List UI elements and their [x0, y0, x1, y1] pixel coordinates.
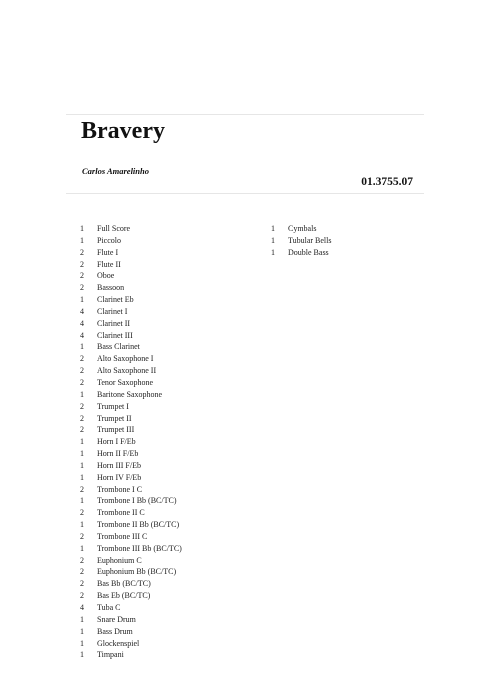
part-quantity: 1	[80, 638, 84, 648]
part-name: Trombone III Bb (BC/TC)	[97, 543, 182, 553]
part-quantity: 1	[271, 235, 275, 245]
part-quantity: 2	[80, 271, 84, 281]
part-row	[80, 614, 182, 626]
part-quantity: 2	[80, 531, 84, 541]
part-name: Bas Eb (BC/TC)	[97, 591, 151, 601]
part-quantity: 2	[80, 259, 84, 269]
part-quantity: 2	[80, 579, 84, 589]
part-name: Bas Bb (BC/TC)	[97, 579, 151, 589]
part-row	[80, 424, 182, 436]
part-name: Oboe	[97, 271, 115, 281]
part-row	[80, 638, 182, 650]
part-quantity: 2	[80, 366, 84, 376]
part-quantity: 2	[80, 508, 84, 518]
part-row	[80, 270, 182, 282]
part-row	[80, 649, 182, 661]
composer-name: Carlos Amarelinho	[82, 166, 149, 176]
part-row	[80, 247, 182, 259]
part-row	[80, 626, 182, 638]
parts-list-column-1	[80, 223, 182, 661]
part-name: Tuba C	[97, 603, 121, 612]
part-quantity: 1	[80, 437, 84, 447]
part-quantity: 2	[80, 377, 84, 387]
part-row	[80, 235, 182, 247]
part-row	[80, 436, 182, 448]
part-name: Horn III F/Eb	[97, 460, 141, 470]
part-name: Horn IV F/Eb	[97, 472, 142, 482]
part-name: Euphonium C	[97, 555, 142, 565]
part-name: Timpani	[97, 650, 124, 660]
part-name: Bassoon	[97, 283, 125, 293]
part-name: Bass Clarinet	[97, 342, 140, 352]
header-top-rule	[66, 114, 424, 115]
part-row	[80, 590, 182, 602]
part-row	[80, 602, 182, 614]
part-name: Clarinet Eb	[97, 295, 134, 305]
part-row	[80, 413, 182, 425]
part-name: Flute II	[97, 259, 121, 269]
part-row	[80, 389, 182, 401]
part-name: Clarinet III	[97, 330, 133, 340]
part-name: Clarinet I	[97, 306, 128, 316]
part-quantity: 1	[80, 496, 84, 506]
part-quantity: 1	[80, 224, 84, 233]
piece-title: Bravery	[81, 118, 165, 144]
part-quantity: 4	[80, 318, 84, 328]
part-row	[80, 401, 182, 413]
part-row	[271, 223, 332, 235]
part-quantity: 2	[80, 413, 84, 423]
part-row	[80, 495, 182, 507]
part-quantity: 2	[80, 354, 84, 364]
part-name: Glockenspiel	[97, 638, 140, 648]
part-row	[80, 448, 182, 460]
part-quantity: 1	[80, 614, 84, 624]
part-name: Trumpet I	[97, 401, 129, 411]
part-row	[80, 460, 182, 472]
part-quantity: 1	[80, 449, 84, 459]
part-quantity: 1	[80, 295, 84, 305]
part-quantity: 1	[80, 235, 84, 245]
part-quantity: 4	[80, 603, 84, 612]
part-name: Alto Saxophone II	[97, 366, 157, 376]
part-name: Trombone II Bb (BC/TC)	[97, 520, 180, 530]
part-name: Trombone I Bb (BC/TC)	[97, 496, 177, 506]
catalog-number: 01.3755.07	[361, 176, 413, 188]
part-quantity: 1	[271, 247, 275, 257]
part-quantity: 2	[80, 401, 84, 411]
part-row	[80, 306, 182, 318]
part-name: Horn II F/Eb	[97, 449, 139, 459]
part-name: Alto Saxophone I	[97, 354, 154, 364]
part-name: Flute I	[97, 247, 119, 257]
part-quantity: 1	[271, 224, 275, 233]
part-quantity: 1	[80, 472, 84, 482]
part-quantity: 2	[80, 283, 84, 293]
part-quantity: 2	[80, 555, 84, 565]
part-name: Trumpet II	[97, 413, 132, 423]
parts-list-column-2	[271, 223, 332, 259]
header-bottom-rule	[66, 193, 424, 194]
part-name: Full Score	[97, 224, 131, 233]
part-name: Trombone I C	[97, 484, 143, 494]
part-row	[80, 519, 182, 531]
part-row	[80, 365, 182, 377]
part-name: Piccolo	[97, 235, 121, 245]
part-row	[80, 543, 182, 555]
part-row	[80, 318, 182, 330]
part-name: Clarinet II	[97, 318, 131, 328]
part-row	[80, 294, 182, 306]
part-row	[80, 555, 182, 567]
part-quantity: 1	[80, 650, 84, 660]
part-row	[80, 223, 182, 235]
part-row	[80, 484, 182, 496]
part-quantity: 1	[80, 520, 84, 530]
part-name: Trombone III C	[97, 531, 148, 541]
part-quantity: 2	[80, 591, 84, 601]
part-quantity: 1	[80, 342, 84, 352]
part-quantity: 2	[80, 484, 84, 494]
part-quantity: 2	[80, 425, 84, 435]
part-name: Cymbals	[288, 224, 317, 233]
part-name: Tubular Bells	[288, 235, 332, 245]
part-name: Trombone II C	[97, 508, 145, 518]
part-row	[80, 566, 182, 578]
part-quantity: 2	[80, 567, 84, 577]
part-quantity: 4	[80, 306, 84, 316]
part-row	[80, 507, 182, 519]
part-name: Baritone Saxophone	[97, 389, 163, 399]
part-quantity: 1	[80, 543, 84, 553]
part-row	[80, 259, 182, 271]
part-row	[80, 341, 182, 353]
part-quantity: 4	[80, 330, 84, 340]
part-quantity: 1	[80, 460, 84, 470]
part-row	[80, 377, 182, 389]
part-row	[80, 330, 182, 342]
part-name: Tenor Saxophone	[97, 377, 154, 387]
part-row	[80, 282, 182, 294]
part-name: Euphonium Bb (BC/TC)	[97, 567, 177, 577]
part-quantity: 1	[80, 626, 84, 636]
part-row	[80, 578, 182, 590]
part-row	[271, 235, 332, 247]
part-name: Trumpet III	[97, 425, 135, 435]
part-row	[80, 531, 182, 543]
part-name: Double Bass	[288, 247, 329, 257]
part-quantity: 1	[80, 389, 84, 399]
part-name: Horn I F/Eb	[97, 437, 136, 447]
part-quantity: 2	[80, 247, 84, 257]
part-name: Snare Drum	[97, 614, 136, 624]
part-row	[271, 247, 332, 259]
part-row	[80, 472, 182, 484]
part-name: Bass Drum	[97, 626, 133, 636]
part-row	[80, 353, 182, 365]
